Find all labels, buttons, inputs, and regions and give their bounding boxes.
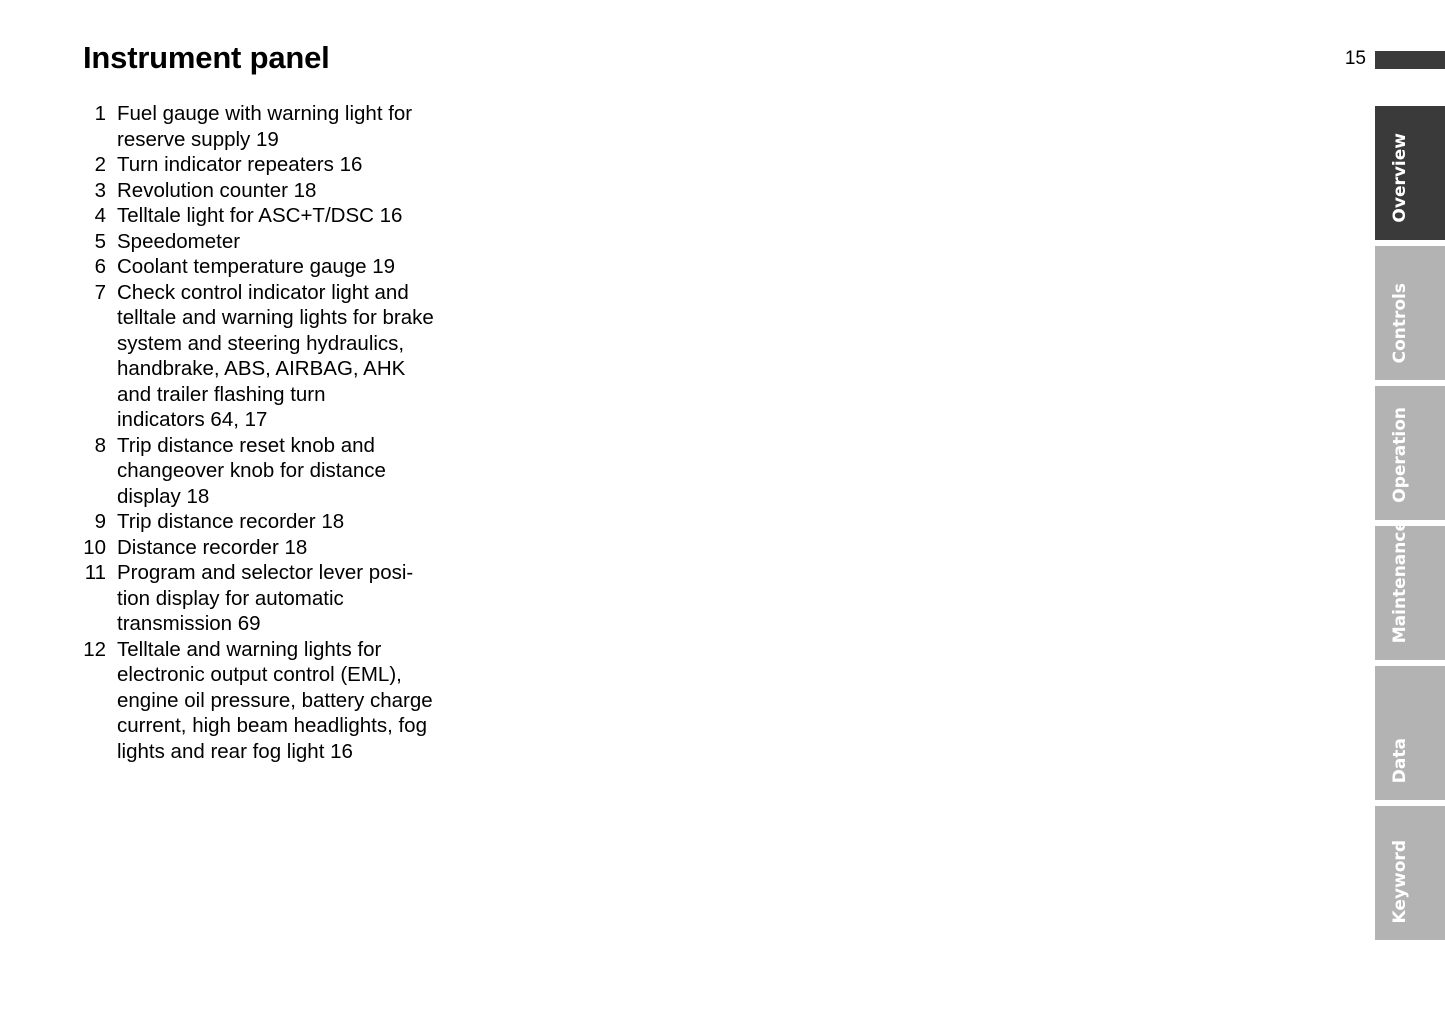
tab-maintenance[interactable] xyxy=(1375,519,1445,660)
legend-text: Telltale light for ASC+T/DSC 16 xyxy=(117,204,403,227)
legend-number: 7 xyxy=(94,280,106,304)
tab-label: Operation xyxy=(1390,407,1410,503)
legend-number: 5 xyxy=(94,229,106,253)
tab-label: Maintenance xyxy=(1390,519,1410,643)
list-item xyxy=(78,637,498,765)
tab-operation[interactable] xyxy=(1375,386,1445,520)
list-item xyxy=(78,152,498,178)
list-item xyxy=(78,229,498,255)
list-item xyxy=(78,509,498,535)
list-item xyxy=(78,101,498,152)
legend-number: 2 xyxy=(94,153,106,176)
legend-number: 4 xyxy=(94,204,106,227)
list-item xyxy=(78,535,498,561)
legend-text: Distance recorder 18 xyxy=(117,535,308,559)
instrument-legend-list xyxy=(78,101,498,764)
list-item xyxy=(78,433,498,510)
page-title: Instrument panel xyxy=(83,40,330,75)
legend-number: 1 xyxy=(94,102,106,125)
legend-number: 3 xyxy=(94,178,106,202)
legend-text: Trip distance reset knob and changeover knob for distance display 18 xyxy=(117,433,386,508)
list-item xyxy=(78,203,498,229)
legend-text: Telltale and warning lights for electronic output control (EML), engine oil pressure, battery charge current, high beam headlights, fog lights and rear fog light 16 xyxy=(117,637,433,763)
legend-text: Revolution counter 18 xyxy=(117,178,317,202)
tab-overview[interactable] xyxy=(1375,106,1445,240)
tab-controls[interactable] xyxy=(1375,246,1445,380)
page-marker-bar xyxy=(1375,51,1445,69)
tab-label: Keyword xyxy=(1390,839,1410,923)
legend-text: Trip distance recorder 18 xyxy=(117,510,345,533)
legend-number: 11 xyxy=(84,561,106,584)
legend-number: 12 xyxy=(83,637,106,661)
legend-number: 6 xyxy=(94,255,106,278)
tab-label: Controls xyxy=(1390,282,1410,363)
list-item xyxy=(78,254,498,280)
legend-number: 10 xyxy=(83,535,106,559)
tab-label: Overview xyxy=(1390,133,1410,223)
legend-text: Program and selector lever posi- tion display for automatic transmission 69 xyxy=(117,561,414,635)
list-item xyxy=(78,178,498,204)
legend-text: Coolant temperature gauge 19 xyxy=(117,255,396,278)
legend-text: Speedometer xyxy=(117,229,241,253)
legend-number: 8 xyxy=(94,433,106,457)
legend-text: Turn indicator repeaters 16 xyxy=(117,153,363,176)
page-number: 15 xyxy=(1344,48,1366,69)
legend-text: Fuel gauge with warning light for reserve supply 19 xyxy=(117,102,413,151)
tab-keyword[interactable] xyxy=(1375,806,1445,940)
legend-number: 9 xyxy=(94,510,106,533)
list-item xyxy=(78,560,498,637)
tab-label: Data xyxy=(1390,737,1410,783)
legend-text: Check control indicator light and telltale and warning lights for brake system and steering hydraulics, handbrake, ABS, AIRBAG, AHK and trailer flashing turn indicators 64, 17 xyxy=(117,280,434,431)
tab-data[interactable] xyxy=(1375,666,1445,800)
list-item xyxy=(78,280,498,433)
section-tabs xyxy=(1375,106,1445,946)
